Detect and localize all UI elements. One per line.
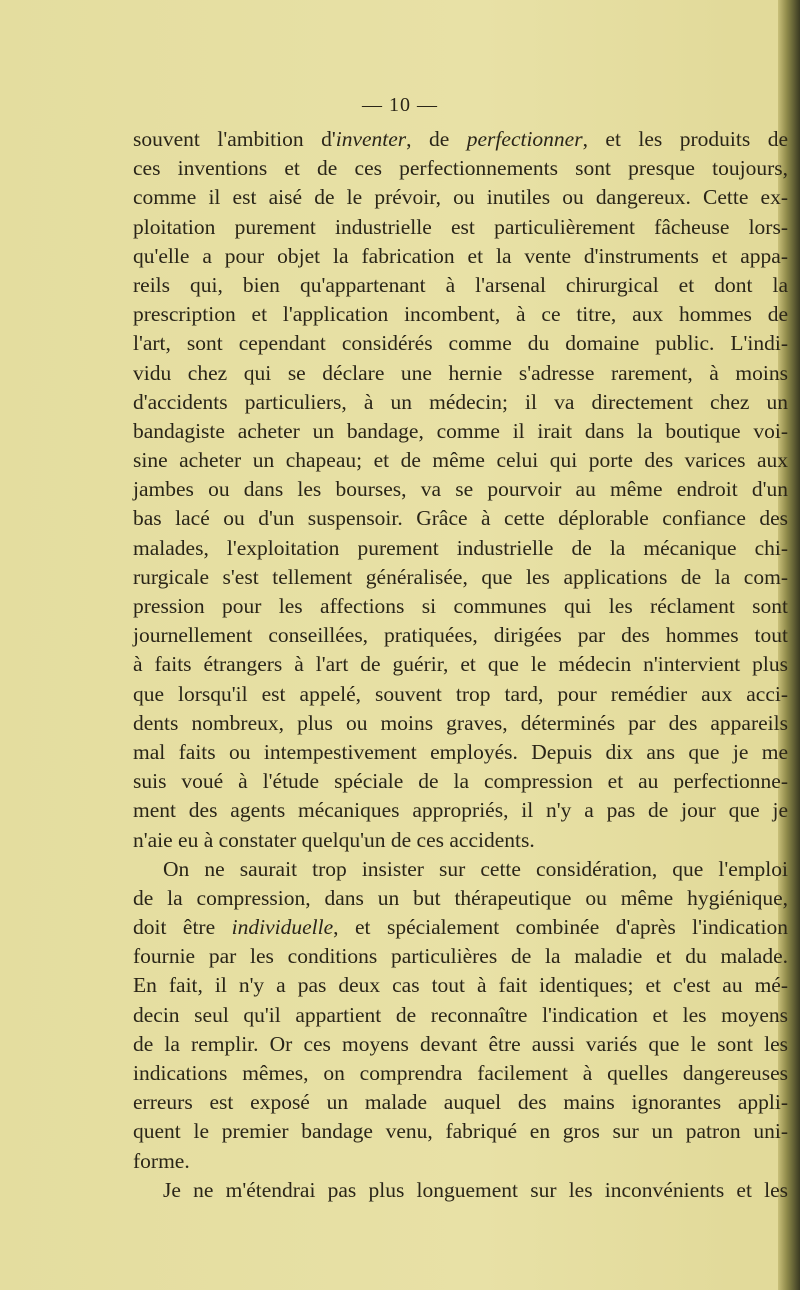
text-line: reils qui, bien qu'appartenant à l'arsenal chirurgical et dont la [133,272,788,297]
text-line: erreurs est exposé un malade auquel des mains ignorantes appli- [133,1090,788,1115]
text-line: En fait, il n'y a pas deux cas tout à fait identiques; et c'est au mé- [133,973,788,998]
text-line: souvent l'ambition d'inventer, de perfectionner, et les produits de [133,127,788,151]
text-line: quent le premier bandage venu, fabriqué en gros sur un patron uni- [133,1119,788,1144]
text-line: d'accidents particuliers, à un médecin; il va directement chez un [133,389,788,414]
text-line: sine acheter un chapeau; et de même celui qui porte des varices aux [133,448,788,473]
text-line: ces inventions et de ces perfectionnements sont presque toujours, [133,156,788,181]
text-line: doit être individuelle, et spécialement combinée d'après l'indication [133,915,788,940]
text-line: qu'elle a pour objet la fabrication et la vente d'instruments et appa- [133,243,788,268]
text-line: mal faits ou intempestivement employés. Depuis dix ans que je me [133,739,788,764]
text-line: On ne saurait trop insister sur cette considération, que l'emploi [163,856,788,881]
text-line: n'aie eu à constater quelqu'un de ces accidents. [133,827,535,852]
text-line: comme il est aisé de le prévoir, ou inutiles ou dangereux. Cette ex- [133,185,788,210]
text-line: suis voué à l'étude spéciale de la compression et au perfectionne- [133,769,788,794]
text-line: prescription et l'application incombent, à ce titre, aux hommes de [133,302,788,327]
text-line: dents nombreux, plus ou moins graves, déterminés par des appareils [133,710,788,735]
text-line: que lorsqu'il est appelé, souvent trop tard, pour remédier aux acci- [133,681,788,706]
text-line: journellement conseillées, pratiquées, dirigées par des hommes tout [133,623,788,648]
text-line: malades, l'exploitation purement industrielle de la mécanique chi- [133,535,788,560]
text-line: vidu chez qui se déclare une hernie s'adresse rarement, à moins [133,360,788,385]
text-line: à faits étrangers à l'art de guérir, et que le médecin n'intervient plus [133,652,788,677]
text-line: rurgicale s'est tellement généralisée, que les applications de la com- [133,564,788,589]
text-line: pression pour les affections si communes qui les réclament sont [133,594,788,618]
text-line: indications mêmes, on comprendra facilement à quelles dangereuses [133,1061,788,1085]
text-line: ment des agents mécaniques appropriés, il n'y a pas de jour que je [133,798,788,823]
text-line: l'art, sont cependant considérés comme du domaine public. L'indi- [133,331,788,356]
text-line: forme. [133,1148,190,1173]
text-line: bandagiste acheter un bandage, comme il irait dans la boutique voi- [133,418,788,443]
text-line: bas lacé ou d'un suspensoir. Grâce à cette déplorable confiance des [133,506,788,531]
text-line: Je ne m'étendrai pas plus longuement sur les inconvénients et les [163,1177,788,1202]
text-line: jambes ou dans les bourses, va se pourvoir au même endroit d'un [133,477,788,502]
text-line: ploitation purement industrielle est particulièrement fâcheuse lors- [133,214,788,239]
text-line: decin seul qu'il appartient de reconnaître l'indication et les moyens [133,1002,788,1027]
text-line: fournie par les conditions particulières de la maladie et du malade. [133,944,788,969]
text-line: de la compression, dans un but thérapeutique ou même hygiénique, [133,885,788,910]
body-text [133,125,788,1205]
page-number: — 10 — [362,94,438,116]
text-line: de la remplir. Or ces moyens devant être aussi variés que le sont les [133,1031,788,1056]
